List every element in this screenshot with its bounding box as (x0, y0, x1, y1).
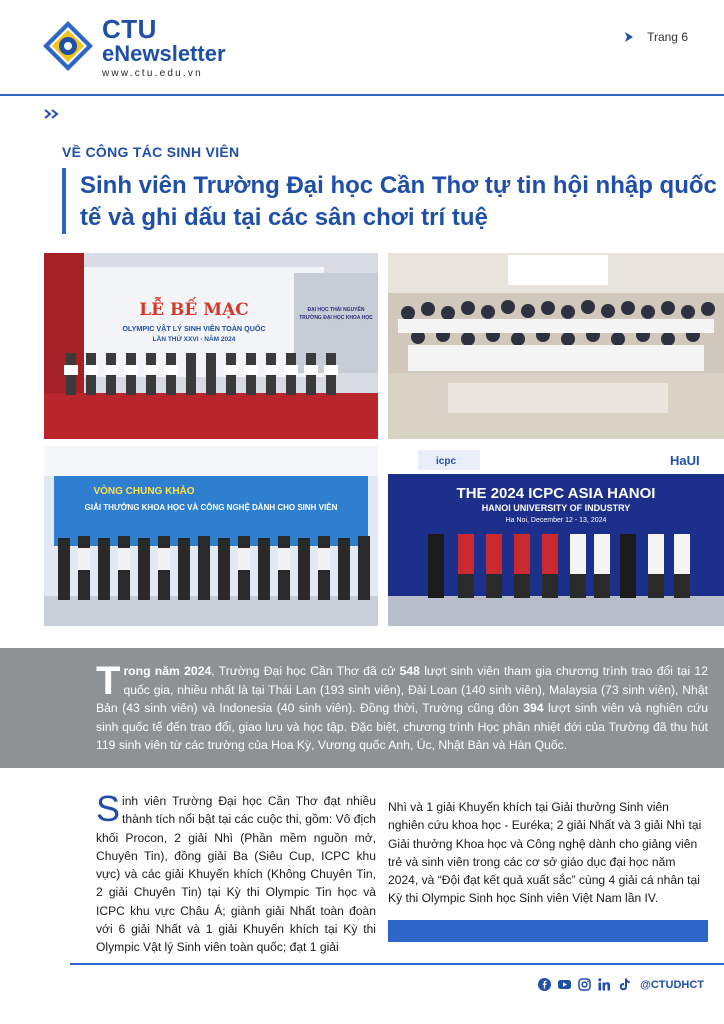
p3-subheading: GIẢI THƯỞNG KHOA HỌC VÀ CÔNG NGHỆ DÀNH CHO SINH VIÊN (84, 503, 338, 512)
tiktok-icon[interactable] (618, 978, 631, 991)
chevron-right-icon (623, 31, 635, 43)
footer-divider (70, 963, 724, 965)
instagram-icon[interactable] (578, 978, 591, 991)
summary-number-inbound: 394 (523, 701, 544, 715)
summary-part-3: lượt sinh viên và nghiên cứu sinh quốc tế đến trao đổi, giao lưu và học tập. Đặc biệt, chương trình Học phần nhiệt đới của Trường đã thu hút 119 sinh viên từ các trường của Hoa Kỳ, Vương quốc Anh, Úc, Nhật Bản và Hàn Quốc. (96, 701, 709, 752)
photo-international-exchange-group (388, 253, 724, 439)
photo-science-award-finals (44, 446, 378, 626)
double-chevron-icon (44, 108, 60, 120)
brand-name: CTU (102, 14, 157, 44)
linkedin-icon[interactable] (598, 978, 611, 991)
p3-heading: VÒNG CHUNG KHẢO (93, 486, 195, 497)
brand-block (102, 16, 226, 79)
p4-haui-logo: HaUI (670, 453, 700, 468)
summary-dropcap: T (96, 659, 121, 703)
section-label: VỀ CÔNG TÁC SINH VIÊN (62, 144, 240, 160)
page-number: Trang 6 (647, 30, 688, 44)
brand-subtitle: eNewsletter (102, 41, 226, 66)
body-column-2 (388, 798, 706, 908)
p4-icpc-logo: icpc (436, 456, 457, 467)
photo-olympic-physics-ceremony (44, 253, 378, 439)
ctu-logo (42, 20, 94, 72)
summary-part-2: lượt sinh viên tham gia chương trình trao đổi tại 12 quốc gia, nhiều nhất là tại Thái Lan (193 sinh viên), Đài Loan (140 sinh viên), Malaysia (73 sinh viên), Nhật Bản (43 sinh viên) và Indonesia (40 sinh viên). Đồng thời, Trường cũng đón (96, 664, 708, 715)
summary-number-outbound: 548 (399, 664, 420, 678)
body-column-1 (96, 788, 376, 957)
header-divider (0, 94, 724, 96)
site-url[interactable]: www.ctu.edu.vn (102, 68, 203, 79)
article-title: Sinh viên Trường Đại học Cần Thơ tự tin hội nhập quốc tế và ghi dấu tại các sân chơi trí tuệ (80, 172, 717, 231)
body-text-2: Nhì và 1 giải Khuyến khích tại Giải thưởng Sinh viên nghiên cứu khoa học - Euréka; 2 giải Nhất và 3 giải Nhì tại Giải thưởng Khoa học và Công nghệ dành cho giảng viên trẻ và sinh viên trong các cơ sở giáo dục đại học năm 2024, và “Đội đạt kết quả xuất sắc” cùng 4 giải cá nhân tại Kỳ thi Olympic Sinh học Sinh viên Việt Nam lần IV. (388, 800, 702, 906)
p1-subheading: OLYMPIC VẬT LÝ SINH VIÊN TOÀN QUỐC (122, 324, 266, 333)
summary-text (96, 659, 709, 755)
p1-side-2: TRƯỜNG ĐẠI HỌC KHOA HỌC (299, 315, 373, 321)
p1-edition: LẦN THỨ XXVI - NĂM 2024 (152, 336, 236, 343)
youtube-icon[interactable] (558, 978, 571, 991)
page-indicator (623, 30, 688, 44)
p4-dates: Ha Noi, December 12 - 13, 2024 (505, 517, 607, 524)
title-accent-bar (62, 168, 66, 234)
social-handle[interactable]: @CTUDHCT (640, 978, 704, 991)
p1-side-1: ĐẠI HỌC THÁI NGUYÊN (307, 307, 365, 313)
body-text-1: inh viên Trường Đại học Cần Thơ đạt nhiều thành tích nổi bật tại các cuộc thi, gồm: Vô địch khối Procon, 2 giải Nhì (Phần mềm nguồn mở, Chuyên Tin), đồng giải Ba (Siêu Cup, ICPC khu vực) và các giải Khuyến khích (Không Chuyên Tin, 2 giải Chuyên Tin) tại Kỳ thi Olympic Tin học và ICPC khu vực Châu Á; giành giải Nhất toàn đoàn với 6 giải Nhất và 1 giải Khuyến khích tại Kỳ thi Olympic Vật lý Sinh viên toàn quốc; đạt 1 giải (96, 794, 376, 955)
body-dropcap: S (96, 788, 121, 829)
p4-subheading: HANOI UNIVERSITY OF INDUSTRY (481, 503, 631, 513)
p4-heading: THE 2024 ICPC ASIA HANOI (456, 485, 656, 502)
photo-icpc-asia-hanoi (388, 446, 724, 626)
summary-part-1: , Trường Đại học Cần Thơ đã cử (211, 664, 400, 678)
summary-lead: rong năm 2024 (123, 664, 212, 678)
facebook-icon[interactable] (538, 978, 551, 991)
p1-heading: LỄ BẾ MẠC (139, 300, 249, 320)
social-links (538, 978, 704, 991)
column-accent-bar (388, 920, 708, 942)
